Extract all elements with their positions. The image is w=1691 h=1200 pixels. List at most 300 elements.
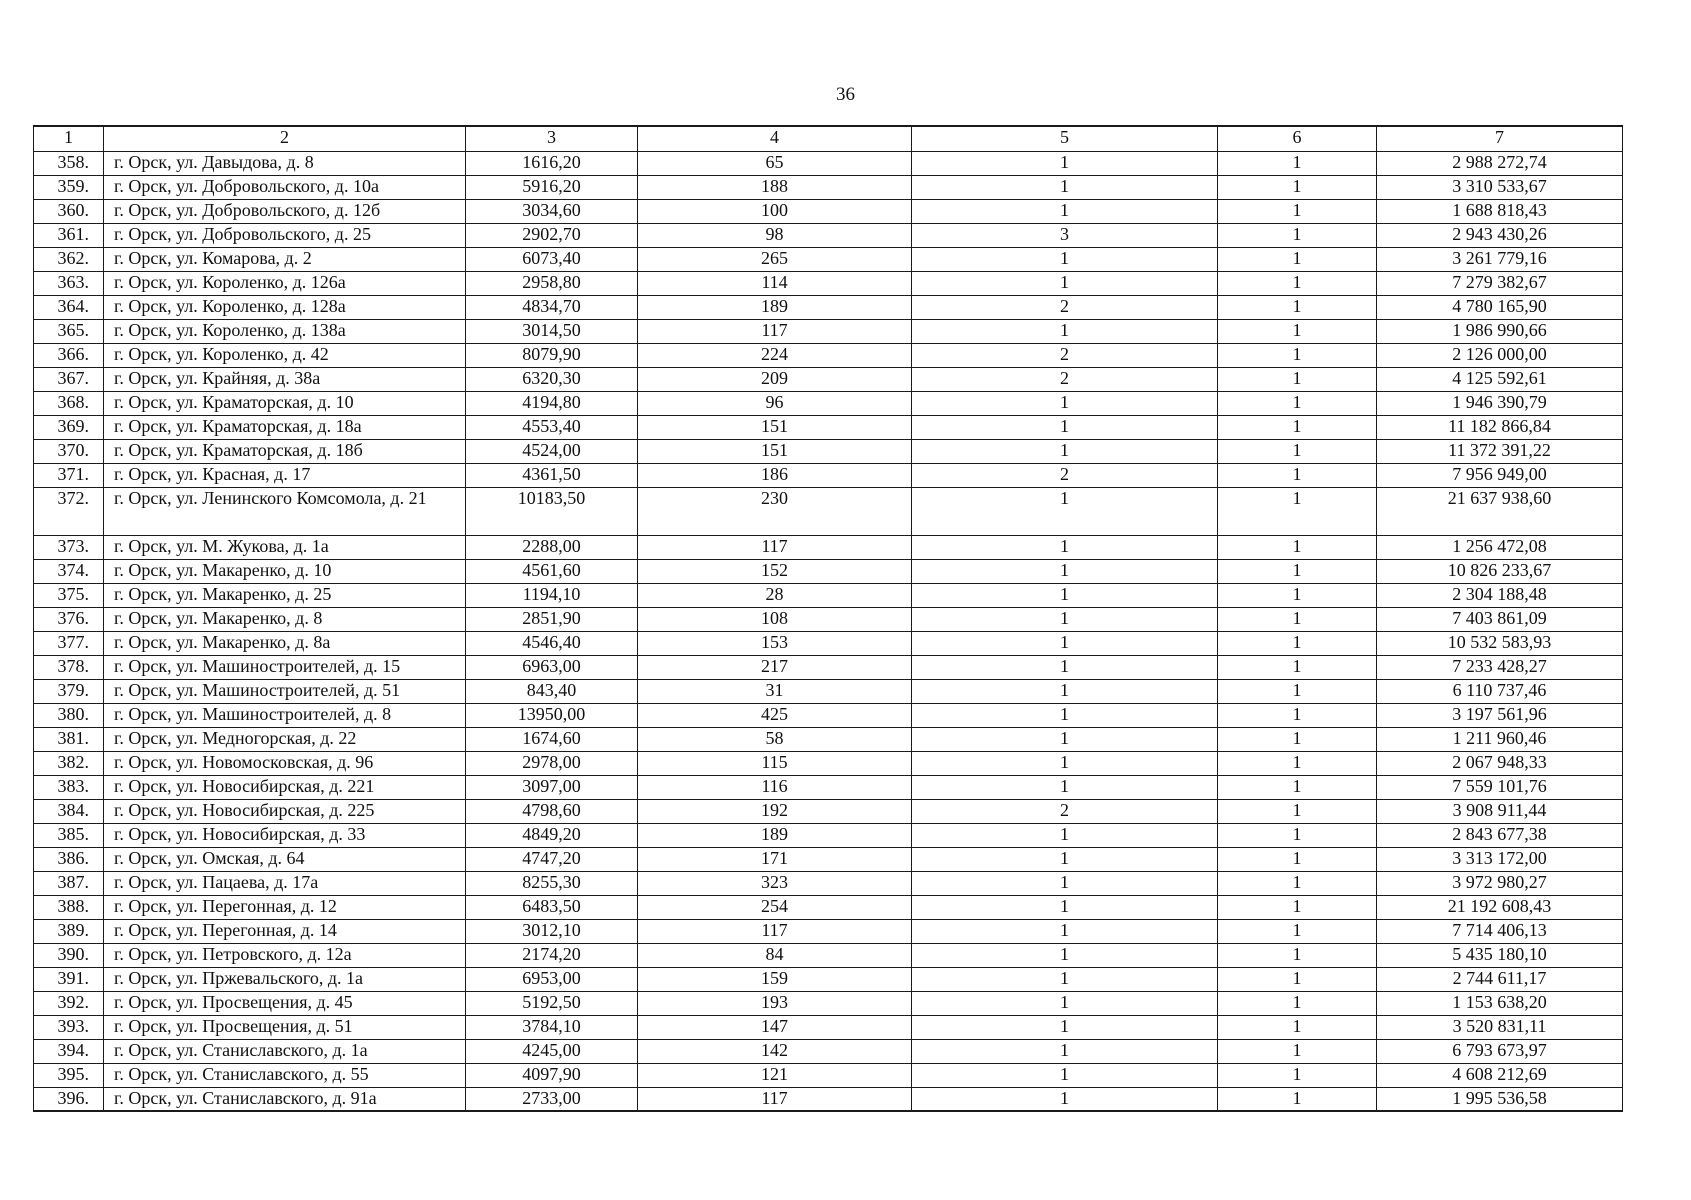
area-cell: 2174,20 bbox=[466, 943, 638, 967]
col5-cell: 2 bbox=[912, 295, 1218, 319]
area-cell: 4245,00 bbox=[466, 1039, 638, 1063]
area-cell: 2958,80 bbox=[466, 271, 638, 295]
count-cell: 265 bbox=[638, 247, 912, 271]
row-number: 394. bbox=[34, 1039, 104, 1063]
amount-cell: 3 520 831,11 bbox=[1377, 1015, 1623, 1039]
col6-cell: 1 bbox=[1218, 1087, 1377, 1111]
area-cell: 1674,60 bbox=[466, 727, 638, 751]
row-number: 380. bbox=[34, 703, 104, 727]
count-cell: 117 bbox=[638, 535, 912, 559]
col6-cell: 1 bbox=[1218, 1039, 1377, 1063]
count-cell: 121 bbox=[638, 1063, 912, 1087]
table-row bbox=[34, 895, 1623, 919]
area-cell: 4097,90 bbox=[466, 1063, 638, 1087]
address-cell: г. Орск, ул. Добровольского, д. 12б bbox=[104, 199, 466, 223]
address-cell: г. Орск, ул. Омская, д. 64 bbox=[104, 847, 466, 871]
area-cell: 8255,30 bbox=[466, 871, 638, 895]
amount-cell: 4 608 212,69 bbox=[1377, 1063, 1623, 1087]
col6-cell: 1 bbox=[1218, 1063, 1377, 1087]
row-number: 379. bbox=[34, 679, 104, 703]
col5-cell: 1 bbox=[912, 991, 1218, 1015]
address-cell: г. Орск, ул. Короленко, д. 126а bbox=[104, 271, 466, 295]
address-cell: г. Орск, ул. Крайняя, д. 38а bbox=[104, 367, 466, 391]
address-cell: г. Орск, ул. Добровольского, д. 10а bbox=[104, 175, 466, 199]
column-header: 4 bbox=[638, 126, 912, 151]
count-cell: 254 bbox=[638, 895, 912, 919]
address-cell: г. Орск, ул. Краматорская, д. 10 bbox=[104, 391, 466, 415]
count-cell: 188 bbox=[638, 175, 912, 199]
table-row bbox=[34, 847, 1623, 871]
col5-cell: 1 bbox=[912, 655, 1218, 679]
col6-cell: 1 bbox=[1218, 415, 1377, 439]
col5-cell: 1 bbox=[912, 847, 1218, 871]
row-number: 391. bbox=[34, 967, 104, 991]
count-cell: 151 bbox=[638, 415, 912, 439]
table-row bbox=[34, 199, 1623, 223]
area-cell: 1194,10 bbox=[466, 583, 638, 607]
amount-cell: 1 688 818,43 bbox=[1377, 199, 1623, 223]
area-cell: 4361,50 bbox=[466, 463, 638, 487]
column-header: 3 bbox=[466, 126, 638, 151]
area-cell: 3012,10 bbox=[466, 919, 638, 943]
col5-cell: 2 bbox=[912, 463, 1218, 487]
table-row bbox=[34, 823, 1623, 847]
col6-cell: 1 bbox=[1218, 559, 1377, 583]
area-cell: 2288,00 bbox=[466, 535, 638, 559]
col6-cell: 1 bbox=[1218, 871, 1377, 895]
col5-cell: 1 bbox=[912, 583, 1218, 607]
area-cell: 6953,00 bbox=[466, 967, 638, 991]
row-number: 381. bbox=[34, 727, 104, 751]
col5-cell: 1 bbox=[912, 895, 1218, 919]
area-cell: 4194,80 bbox=[466, 391, 638, 415]
address-cell: г. Орск, ул. Макаренко, д. 8 bbox=[104, 607, 466, 631]
col5-cell: 1 bbox=[912, 823, 1218, 847]
address-cell: г. Орск, ул. Макаренко, д. 10 bbox=[104, 559, 466, 583]
table-row bbox=[34, 799, 1623, 823]
row-number: 371. bbox=[34, 463, 104, 487]
row-number: 366. bbox=[34, 343, 104, 367]
row-number: 368. bbox=[34, 391, 104, 415]
address-cell: г. Орск, ул. Короленко, д. 128а bbox=[104, 295, 466, 319]
col5-cell: 1 bbox=[912, 199, 1218, 223]
row-number: 382. bbox=[34, 751, 104, 775]
table-row bbox=[34, 439, 1623, 463]
address-cell: г. Орск, ул. М. Жукова, д. 1а bbox=[104, 535, 466, 559]
count-cell: 108 bbox=[638, 607, 912, 631]
table-row bbox=[34, 487, 1623, 535]
row-number: 361. bbox=[34, 223, 104, 247]
address-cell: г. Орск, ул. Просвещения, д. 45 bbox=[104, 991, 466, 1015]
address-cell: г. Орск, ул. Давыдова, д. 8 bbox=[104, 151, 466, 175]
address-cell: г. Орск, ул. Перегонная, д. 12 bbox=[104, 895, 466, 919]
row-number: 376. bbox=[34, 607, 104, 631]
area-cell: 3784,10 bbox=[466, 1015, 638, 1039]
area-cell: 5192,50 bbox=[466, 991, 638, 1015]
address-cell: г. Орск, ул. Станиславского, д. 91а bbox=[104, 1087, 466, 1111]
row-number: 370. bbox=[34, 439, 104, 463]
address-cell: г. Орск, ул. Станиславского, д. 1а bbox=[104, 1039, 466, 1063]
col5-cell: 1 bbox=[912, 1039, 1218, 1063]
col6-cell: 1 bbox=[1218, 847, 1377, 871]
col5-cell: 1 bbox=[912, 775, 1218, 799]
count-cell: 114 bbox=[638, 271, 912, 295]
row-number: 392. bbox=[34, 991, 104, 1015]
address-cell: г. Орск, ул. Добровольского, д. 25 bbox=[104, 223, 466, 247]
area-cell: 4546,40 bbox=[466, 631, 638, 655]
amount-cell: 3 261 779,16 bbox=[1377, 247, 1623, 271]
col6-cell: 1 bbox=[1218, 367, 1377, 391]
amount-cell: 3 310 533,67 bbox=[1377, 175, 1623, 199]
row-number: 393. bbox=[34, 1015, 104, 1039]
count-cell: 117 bbox=[638, 319, 912, 343]
count-cell: 116 bbox=[638, 775, 912, 799]
row-number: 389. bbox=[34, 919, 104, 943]
amount-cell: 7 559 101,76 bbox=[1377, 775, 1623, 799]
column-header: 7 bbox=[1377, 126, 1623, 151]
row-number: 384. bbox=[34, 799, 104, 823]
table-row bbox=[34, 871, 1623, 895]
address-cell: г. Орск, ул. Новосибирская, д. 221 bbox=[104, 775, 466, 799]
col5-cell: 1 bbox=[912, 175, 1218, 199]
table-row bbox=[34, 943, 1623, 967]
amount-cell: 11 182 866,84 bbox=[1377, 415, 1623, 439]
count-cell: 189 bbox=[638, 295, 912, 319]
col6-cell: 1 bbox=[1218, 583, 1377, 607]
address-cell: г. Орск, ул. Машиностроителей, д. 51 bbox=[104, 679, 466, 703]
col5-cell: 1 bbox=[912, 271, 1218, 295]
count-cell: 98 bbox=[638, 223, 912, 247]
amount-cell: 1 211 960,46 bbox=[1377, 727, 1623, 751]
table-row bbox=[34, 1063, 1623, 1087]
row-number: 396. bbox=[34, 1087, 104, 1111]
row-number: 364. bbox=[34, 295, 104, 319]
table-row bbox=[34, 679, 1623, 703]
row-number: 395. bbox=[34, 1063, 104, 1087]
col6-cell: 1 bbox=[1218, 319, 1377, 343]
amount-cell: 6 793 673,97 bbox=[1377, 1039, 1623, 1063]
count-cell: 217 bbox=[638, 655, 912, 679]
area-cell: 13950,00 bbox=[466, 703, 638, 727]
address-cell: г. Орск, ул. Новосибирская, д. 225 bbox=[104, 799, 466, 823]
col6-cell: 1 bbox=[1218, 943, 1377, 967]
amount-cell: 3 972 980,27 bbox=[1377, 871, 1623, 895]
col5-cell: 1 bbox=[912, 559, 1218, 583]
col5-cell: 1 bbox=[912, 727, 1218, 751]
count-cell: 84 bbox=[638, 943, 912, 967]
table-row bbox=[34, 247, 1623, 271]
table-row bbox=[34, 1039, 1623, 1063]
row-number: 363. bbox=[34, 271, 104, 295]
count-cell: 186 bbox=[638, 463, 912, 487]
count-cell: 171 bbox=[638, 847, 912, 871]
col6-cell: 1 bbox=[1218, 727, 1377, 751]
row-number: 377. bbox=[34, 631, 104, 655]
row-number: 373. bbox=[34, 535, 104, 559]
area-cell: 4849,20 bbox=[466, 823, 638, 847]
table-row bbox=[34, 271, 1623, 295]
count-cell: 151 bbox=[638, 439, 912, 463]
amount-cell: 5 435 180,10 bbox=[1377, 943, 1623, 967]
table-row bbox=[34, 727, 1623, 751]
header-row bbox=[34, 126, 1623, 151]
col6-cell: 1 bbox=[1218, 535, 1377, 559]
row-number: 369. bbox=[34, 415, 104, 439]
row-number: 367. bbox=[34, 367, 104, 391]
col6-cell: 1 bbox=[1218, 991, 1377, 1015]
col5-cell: 1 bbox=[912, 871, 1218, 895]
col5-cell: 1 bbox=[912, 319, 1218, 343]
table-row bbox=[34, 367, 1623, 391]
count-cell: 28 bbox=[638, 583, 912, 607]
area-cell: 1616,20 bbox=[466, 151, 638, 175]
amount-cell: 4 125 592,61 bbox=[1377, 367, 1623, 391]
amount-cell: 7 279 382,67 bbox=[1377, 271, 1623, 295]
col6-cell: 1 bbox=[1218, 1015, 1377, 1039]
col5-cell: 1 bbox=[912, 751, 1218, 775]
col5-cell: 1 bbox=[912, 967, 1218, 991]
table-row bbox=[34, 991, 1623, 1015]
address-cell: г. Орск, ул. Перегонная, д. 14 bbox=[104, 919, 466, 943]
area-cell: 6320,30 bbox=[466, 367, 638, 391]
table-row bbox=[34, 775, 1623, 799]
col5-cell: 1 bbox=[912, 535, 1218, 559]
col5-cell: 2 bbox=[912, 799, 1218, 823]
col6-cell: 1 bbox=[1218, 703, 1377, 727]
col5-cell: 1 bbox=[912, 1087, 1218, 1111]
area-cell: 2902,70 bbox=[466, 223, 638, 247]
col5-cell: 1 bbox=[912, 919, 1218, 943]
amount-cell: 2 744 611,17 bbox=[1377, 967, 1623, 991]
table-row bbox=[34, 415, 1623, 439]
count-cell: 115 bbox=[638, 751, 912, 775]
area-cell: 4524,00 bbox=[466, 439, 638, 463]
col6-cell: 1 bbox=[1218, 199, 1377, 223]
col6-cell: 1 bbox=[1218, 895, 1377, 919]
col6-cell: 1 bbox=[1218, 751, 1377, 775]
amount-cell: 2 126 000,00 bbox=[1377, 343, 1623, 367]
col6-cell: 1 bbox=[1218, 631, 1377, 655]
amount-cell: 21 192 608,43 bbox=[1377, 895, 1623, 919]
col5-cell: 2 bbox=[912, 343, 1218, 367]
column-header: 6 bbox=[1218, 126, 1377, 151]
address-cell: г. Орск, ул. Петровского, д. 12а bbox=[104, 943, 466, 967]
table-row bbox=[34, 583, 1623, 607]
table-row bbox=[34, 463, 1623, 487]
table-row bbox=[34, 967, 1623, 991]
amount-cell: 3 313 172,00 bbox=[1377, 847, 1623, 871]
amount-cell: 3 908 911,44 bbox=[1377, 799, 1623, 823]
count-cell: 100 bbox=[638, 199, 912, 223]
col5-cell: 1 bbox=[912, 391, 1218, 415]
col6-cell: 1 bbox=[1218, 799, 1377, 823]
table-row bbox=[34, 175, 1623, 199]
area-cell: 6483,50 bbox=[466, 895, 638, 919]
col5-cell: 1 bbox=[912, 1015, 1218, 1039]
col5-cell: 1 bbox=[912, 247, 1218, 271]
col5-cell: 2 bbox=[912, 367, 1218, 391]
area-cell: 2978,00 bbox=[466, 751, 638, 775]
area-cell: 5916,20 bbox=[466, 175, 638, 199]
amount-cell: 7 714 406,13 bbox=[1377, 919, 1623, 943]
area-cell: 4798,60 bbox=[466, 799, 638, 823]
col6-cell: 1 bbox=[1218, 679, 1377, 703]
col5-cell: 1 bbox=[912, 607, 1218, 631]
row-number: 388. bbox=[34, 895, 104, 919]
count-cell: 152 bbox=[638, 559, 912, 583]
area-cell: 6963,00 bbox=[466, 655, 638, 679]
row-number: 386. bbox=[34, 847, 104, 871]
table-row bbox=[34, 655, 1623, 679]
row-number: 359. bbox=[34, 175, 104, 199]
amount-cell: 11 372 391,22 bbox=[1377, 439, 1623, 463]
amount-cell: 4 780 165,90 bbox=[1377, 295, 1623, 319]
table-row bbox=[34, 703, 1623, 727]
amount-cell: 2 943 430,26 bbox=[1377, 223, 1623, 247]
address-cell: г. Орск, ул. Комарова, д. 2 bbox=[104, 247, 466, 271]
table-row bbox=[34, 751, 1623, 775]
row-number: 378. bbox=[34, 655, 104, 679]
row-number: 383. bbox=[34, 775, 104, 799]
table-row bbox=[34, 223, 1623, 247]
col6-cell: 1 bbox=[1218, 391, 1377, 415]
address-cell: г. Орск, ул. Пржевальского, д. 1а bbox=[104, 967, 466, 991]
col5-cell: 1 bbox=[912, 439, 1218, 463]
col6-cell: 1 bbox=[1218, 487, 1377, 535]
area-cell: 2733,00 bbox=[466, 1087, 638, 1111]
col5-cell: 1 bbox=[912, 1063, 1218, 1087]
row-number: 372. bbox=[34, 487, 104, 535]
amount-cell: 10 826 233,67 bbox=[1377, 559, 1623, 583]
count-cell: 96 bbox=[638, 391, 912, 415]
col6-cell: 1 bbox=[1218, 343, 1377, 367]
area-cell: 10183,50 bbox=[466, 487, 638, 535]
table-row bbox=[34, 391, 1623, 415]
amount-cell: 2 988 272,74 bbox=[1377, 151, 1623, 175]
table-row bbox=[34, 343, 1623, 367]
table-row bbox=[34, 607, 1623, 631]
col6-cell: 1 bbox=[1218, 439, 1377, 463]
col5-cell: 1 bbox=[912, 487, 1218, 535]
area-cell: 4553,40 bbox=[466, 415, 638, 439]
address-cell: г. Орск, ул. Ленинского Комсомола, д. 21 bbox=[104, 487, 466, 535]
amount-cell: 2 067 948,33 bbox=[1377, 751, 1623, 775]
area-cell: 843,40 bbox=[466, 679, 638, 703]
col5-cell: 1 bbox=[912, 679, 1218, 703]
address-cell: г. Орск, ул. Макаренко, д. 8а bbox=[104, 631, 466, 655]
row-number: 375. bbox=[34, 583, 104, 607]
column-header: 2 bbox=[104, 126, 466, 151]
table-row bbox=[34, 151, 1623, 175]
count-cell: 153 bbox=[638, 631, 912, 655]
table-row bbox=[34, 559, 1623, 583]
count-cell: 189 bbox=[638, 823, 912, 847]
address-cell: г. Орск, ул. Новосибирская, д. 33 bbox=[104, 823, 466, 847]
count-cell: 159 bbox=[638, 967, 912, 991]
area-cell: 2851,90 bbox=[466, 607, 638, 631]
count-cell: 117 bbox=[638, 1087, 912, 1111]
table-row bbox=[34, 319, 1623, 343]
table-row bbox=[34, 535, 1623, 559]
table-row bbox=[34, 295, 1623, 319]
address-cell: г. Орск, ул. Короленко, д. 42 bbox=[104, 343, 466, 367]
address-cell: г. Орск, ул. Короленко, д. 138а bbox=[104, 319, 466, 343]
count-cell: 209 bbox=[638, 367, 912, 391]
col5-cell: 1 bbox=[912, 415, 1218, 439]
area-cell: 4561,60 bbox=[466, 559, 638, 583]
count-cell: 224 bbox=[638, 343, 912, 367]
table-row bbox=[34, 1015, 1623, 1039]
count-cell: 192 bbox=[638, 799, 912, 823]
amount-cell: 1 153 638,20 bbox=[1377, 991, 1623, 1015]
col6-cell: 1 bbox=[1218, 823, 1377, 847]
area-cell: 3097,00 bbox=[466, 775, 638, 799]
amount-cell: 7 403 861,09 bbox=[1377, 607, 1623, 631]
column-header: 5 bbox=[912, 126, 1218, 151]
col6-cell: 1 bbox=[1218, 223, 1377, 247]
address-cell: г. Орск, ул. Пацаева, д. 17а bbox=[104, 871, 466, 895]
col6-cell: 1 bbox=[1218, 919, 1377, 943]
amount-cell: 21 637 938,60 bbox=[1377, 487, 1623, 535]
count-cell: 425 bbox=[638, 703, 912, 727]
table-body bbox=[34, 151, 1623, 1111]
col6-cell: 1 bbox=[1218, 463, 1377, 487]
address-cell: г. Орск, ул. Красная, д. 17 bbox=[104, 463, 466, 487]
col5-cell: 3 bbox=[912, 223, 1218, 247]
amount-cell: 2 843 677,38 bbox=[1377, 823, 1623, 847]
address-cell: г. Орск, ул. Просвещения, д. 51 bbox=[104, 1015, 466, 1039]
col6-cell: 1 bbox=[1218, 175, 1377, 199]
count-cell: 193 bbox=[638, 991, 912, 1015]
column-header: 1 bbox=[34, 126, 104, 151]
col6-cell: 1 bbox=[1218, 775, 1377, 799]
count-cell: 323 bbox=[638, 871, 912, 895]
row-number: 387. bbox=[34, 871, 104, 895]
col6-cell: 1 bbox=[1218, 655, 1377, 679]
amount-cell: 3 197 561,96 bbox=[1377, 703, 1623, 727]
row-number: 385. bbox=[34, 823, 104, 847]
table-row bbox=[34, 919, 1623, 943]
area-cell: 6073,40 bbox=[466, 247, 638, 271]
col6-cell: 1 bbox=[1218, 607, 1377, 631]
table-row bbox=[34, 631, 1623, 655]
address-cell: г. Орск, ул. Машиностроителей, д. 15 bbox=[104, 655, 466, 679]
area-cell: 4834,70 bbox=[466, 295, 638, 319]
count-cell: 58 bbox=[638, 727, 912, 751]
address-cell: г. Орск, ул. Станиславского, д. 55 bbox=[104, 1063, 466, 1087]
count-cell: 65 bbox=[638, 151, 912, 175]
amount-cell: 10 532 583,93 bbox=[1377, 631, 1623, 655]
address-cell: г. Орск, ул. Новомосковская, д. 96 bbox=[104, 751, 466, 775]
col6-cell: 1 bbox=[1218, 271, 1377, 295]
amount-cell: 2 304 188,48 bbox=[1377, 583, 1623, 607]
amount-cell: 7 233 428,27 bbox=[1377, 655, 1623, 679]
area-cell: 4747,20 bbox=[466, 847, 638, 871]
row-number: 360. bbox=[34, 199, 104, 223]
col6-cell: 1 bbox=[1218, 247, 1377, 271]
amount-cell: 1 946 390,79 bbox=[1377, 391, 1623, 415]
count-cell: 142 bbox=[638, 1039, 912, 1063]
area-cell: 8079,90 bbox=[466, 343, 638, 367]
table-row bbox=[34, 1087, 1623, 1111]
col5-cell: 1 bbox=[912, 151, 1218, 175]
count-cell: 31 bbox=[638, 679, 912, 703]
address-cell: г. Орск, ул. Макаренко, д. 25 bbox=[104, 583, 466, 607]
data-table bbox=[33, 125, 1623, 1112]
address-cell: г. Орск, ул. Краматорская, д. 18а bbox=[104, 415, 466, 439]
row-number: 362. bbox=[34, 247, 104, 271]
count-cell: 230 bbox=[638, 487, 912, 535]
